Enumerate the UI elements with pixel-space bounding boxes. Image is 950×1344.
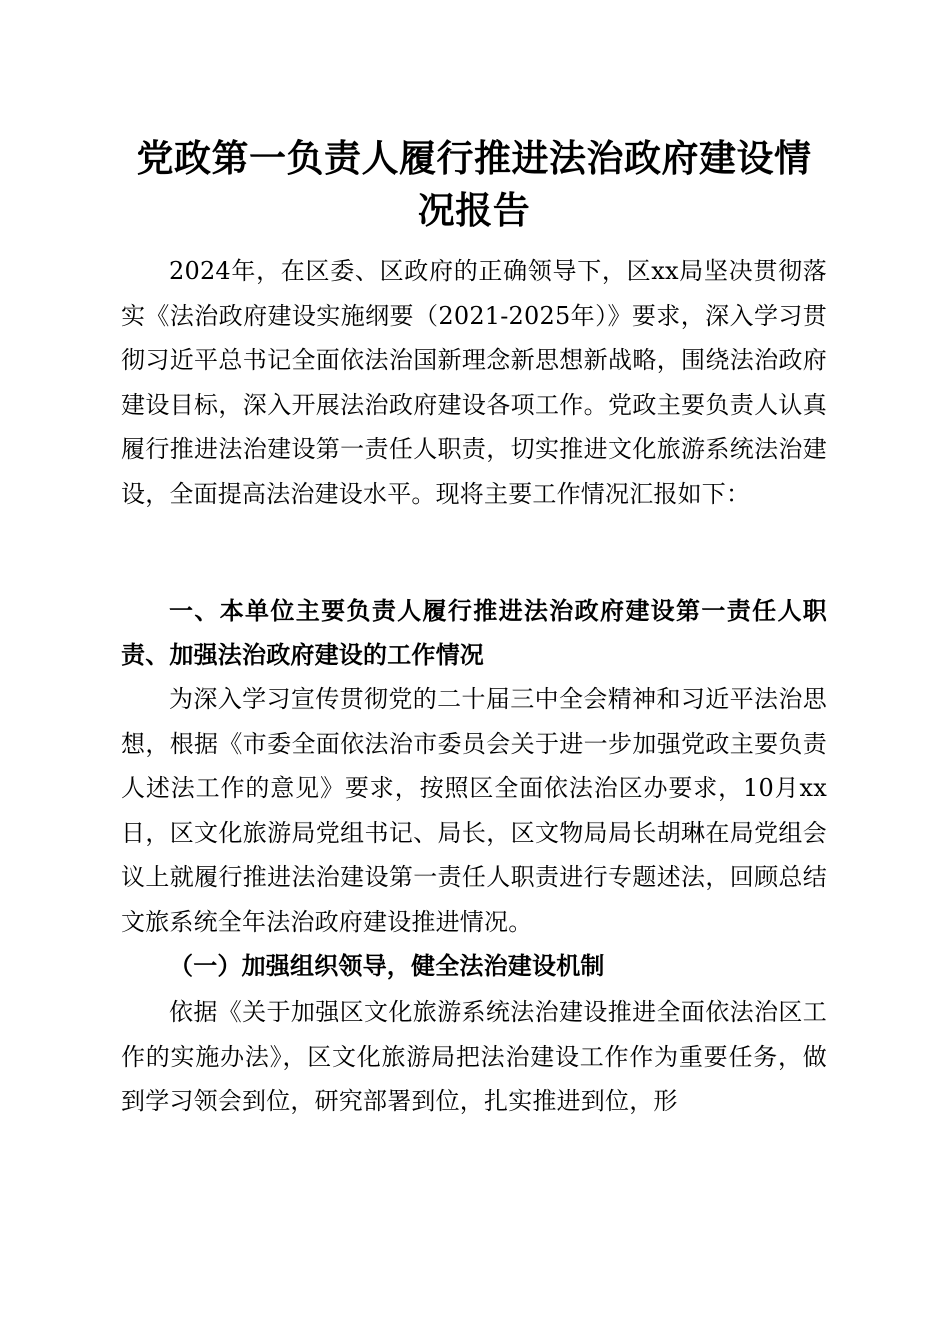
subsection-heading-1: （一）加强组织领导，健全法治建设机制 (169, 951, 605, 980)
section-heading-1: 一、本单位主要负责人履行推进法治政府建设第一责任人职责、加强法治政府建设的工作情况 (121, 597, 827, 669)
intro-paragraph: 2024年，在区委、区政府的正确领导下，区xx局坚决贯彻落实《法治政府建设实施纲要（2021-2025年）》要求，深入学习贯彻习近平总书记全面依法治国新理念新思想新战略，围绕法治政府建设目标，深入开展法治政府建设各项工作。党政主要负责人认真履行推进法治建设第一责任人职责，切实推进文化旅游系统法治建设，全面提高法治建设水平。现将主要工作情况汇报如下： (121, 257, 827, 508)
section-1-paragraph: 为深入学习宣传贯彻党的二十届三中全会精神和习近平法治思想，根据《市委全面依法治市委员会关于进一步加强党政主要负责人述法工作的意见》要求，按照区全面依法治区办要求，10月xx日，区文化旅游局党组书记、局长，区文物局局长胡琳在局党组会议上就履行推进法治建设第一责任人职责进行专题述法，回顾总结文旅系统全年法治政府建设推进情况。 (121, 685, 827, 936)
subsection-1-paragraph: 依据《关于加强区文化旅游系统法治建设推进全面依法治区工作的实施办法》，区文化旅游局把法治建设工作作为重要任务，做到学习领会到位，研究部署到位，扎实推进到位，形 (121, 998, 827, 1116)
document-title: 党政第一负责人履行推进法治政府建设情况报告 (136, 136, 812, 232)
